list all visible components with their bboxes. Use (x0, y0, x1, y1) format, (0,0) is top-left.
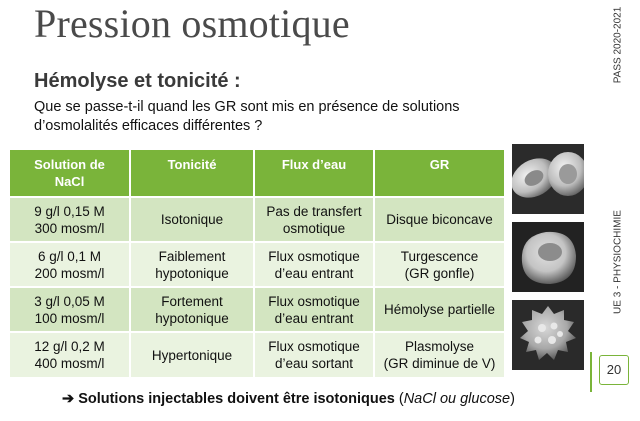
cell-gr: Disque biconcave (374, 197, 504, 242)
page-number: 20 (599, 355, 629, 385)
cell-gr: Plasmolyse (GR diminue de V) (374, 332, 504, 377)
cell-gr: Turgescence (GR gonfle) (374, 242, 504, 287)
page-divider (590, 352, 592, 392)
tonicity-table (10, 150, 504, 377)
cell-tonicite: Isotonique (130, 197, 254, 242)
conclusion-line: ➔ Solutions injectables doivent être isotoniques (NaCl ou glucose) (62, 391, 515, 407)
cell-flux: Flux osmotique d’eau sortant (254, 332, 374, 377)
cell-flux: Pas de transfert osmotique (254, 197, 374, 242)
slide-subtitle: Hémolyse et tonicité : (34, 70, 241, 92)
slide-question (34, 98, 514, 136)
cell-solution: 9 g/l 0,15 M 300 mosm/l (10, 197, 130, 242)
arrow-icon: ➔ (62, 391, 79, 407)
table-row (10, 242, 504, 287)
conclusion-italic-text: NaCl ou glucose (403, 391, 511, 407)
cell-flux: Flux osmotique d’eau entrant (254, 242, 374, 287)
question-line-1: Que se passe-t-il quand les GR sont mis en présence de solutions (34, 99, 460, 115)
cell-tonicite: Hypertonique (130, 332, 254, 377)
cell-tonicite: Fortement hypotonique (130, 287, 254, 332)
header-flux: Flux d’eau (254, 150, 374, 197)
conclusion-bold-text: Solutions injectables doivent être isotoniques (78, 391, 395, 407)
question-line-2: d’osmolalités efficaces différentes ? (34, 118, 263, 134)
cell-flux: Flux osmotique d’eau entrant (254, 287, 374, 332)
slide-title: Pression osmotique (34, 1, 350, 46)
rbc-swollen-icon (512, 222, 584, 292)
cell-solution: 12 g/l 0,2 M 400 mosm/l (10, 332, 130, 377)
table-row (10, 287, 504, 332)
table-header-row (10, 150, 504, 197)
course-label: UE 3 - PHYSIOCHIMIE (612, 210, 624, 314)
header-gr: GR (374, 150, 504, 197)
table-row (10, 197, 504, 242)
cell-tonicite: Faiblement hypotonique (130, 242, 254, 287)
table-row (10, 332, 504, 377)
cell-solution: 6 g/l 0,1 M 200 mosm/l (10, 242, 130, 287)
rbc-crenated-icon (512, 300, 584, 370)
header-solution: Solution de NaCl (10, 150, 130, 197)
year-label: PASS 2020-2021 (612, 6, 624, 84)
cell-gr: Hémolyse partielle (374, 287, 504, 332)
header-tonicite: Tonicité (130, 150, 254, 197)
rbc-biconcave-icon (512, 144, 584, 214)
cell-solution: 3 g/l 0,05 M 100 mosm/l (10, 287, 130, 332)
